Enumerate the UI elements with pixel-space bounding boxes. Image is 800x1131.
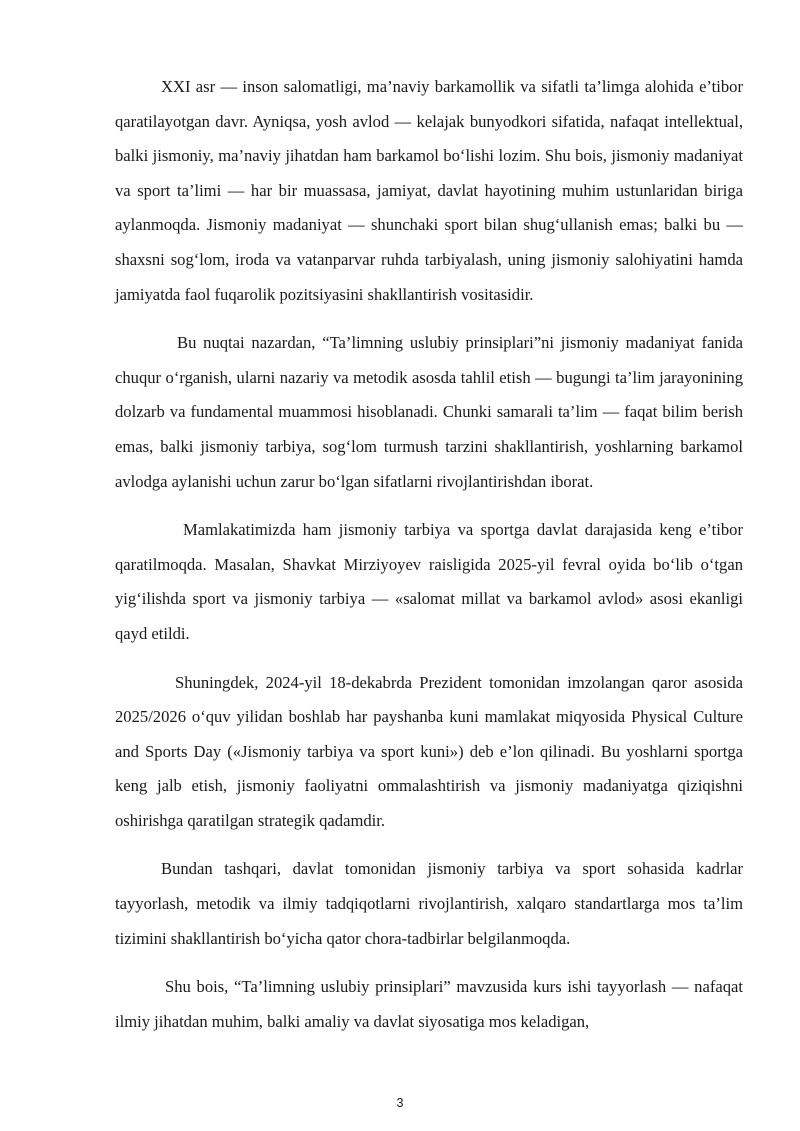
paragraph-sports-day: Shuningdek, 2024-yil 18-dekabrda Prezident tomonidan imzolangan qaror asosida 2025/2026 o‘quv yilidan boshlab har payshanba kuni mamlakat miqyosida Physical Culture and Sports Day («Jismoniy tarbiya va sport kuni») deb e’lon qilinadi. Bu yoshlarni sportga keng jalb etish, jismoniy faoliyatni ommalashtirish va jismoniy madaniyatga qiziqishni oshirishga qaratilgan strategik qadamdir. [115, 672, 743, 830]
document-page [115, 70, 743, 1053]
paragraph-course-work: Shu bois, “Ta’limning uslubiy prinsiplari” mavzusida kurs ishi tayyorlash — nafaqat ilmiy jihatdan muhim, balki amaliy va davlat siyosatiga mos keladigan, [115, 977, 743, 1031]
paragraph-intro: XXI asr — inson salomatligi, ma’naviy barkamollik va sifatli ta’limga alohida e’tibor qaratilayotgan davr. Ayniqsa, yosh avlod — kelajak bunyodkori sifatida, nafaqat intellektual, balki jismoniy, ma’naviy jihatdan ham barkamol bo‘lishi lozim. Shu bois, jismoniy madaniyat va sport ta’limi — har bir muassasa, jamiyat, davlat hayotining muhim ustunlaridan biriga aylanmoqda. Jismoniy madaniyat — shunchaki sport bilan shug‘ullanish emas; balki bu — shaxsni sog‘lom, iroda va vatanparvar ruhda tarbiyalash, uning jismoniy salohiyatini hamda jamiyatda faol fuqarolik pozitsiyasini shakllantirish vositasidir. [115, 77, 743, 304]
paragraph-state-attention: Mamlakatimizda ham jismoniy tarbiya va sportga davlat darajasida keng e’tibor qaratilmoqda. Masalan, Shavkat Mirziyoyev raisligida 2025-yil fevral oyida bo‘lib o‘tgan yig‘ilishda sport va jismoniy tarbiya — «salomat millat va barkamol avlod» asosi ekanligi qayd etildi. [115, 520, 743, 643]
page-number: 3 [396, 1096, 404, 1110]
paragraph-state-measures: Bundan tashqari, davlat tomonidan jismoniy tarbiya va sport sohasida kadrlar tayyorlash, metodik va ilmiy tadqiqotlarni rivojlantirish, xalqaro standartlarga mos ta’lim tizimini shakllantirish bo‘yicha qator chora-tadbirlar belgilanmoqda. [115, 859, 743, 948]
paragraph-methodological-principles: Bu nuqtai nazardan, “Ta’limning uslubiy prinsiplari”ni jismoniy madaniyat fanida chuqur o‘rganish, ularni nazariy va metodik asosda tahlil etish — bugungi ta’lim jarayonining dolzarb va fundamental muammosi hisoblanadi. Chunki samarali ta’lim — faqat bilim berish emas, balki jismoniy tarbiya, sog‘lom turmush tarzini shakllantirish, yoshlarning barkamol avlodga aylanishi uchun zarur bo‘lgan sifatlarni rivojlantirishdan iborat. [115, 333, 743, 491]
